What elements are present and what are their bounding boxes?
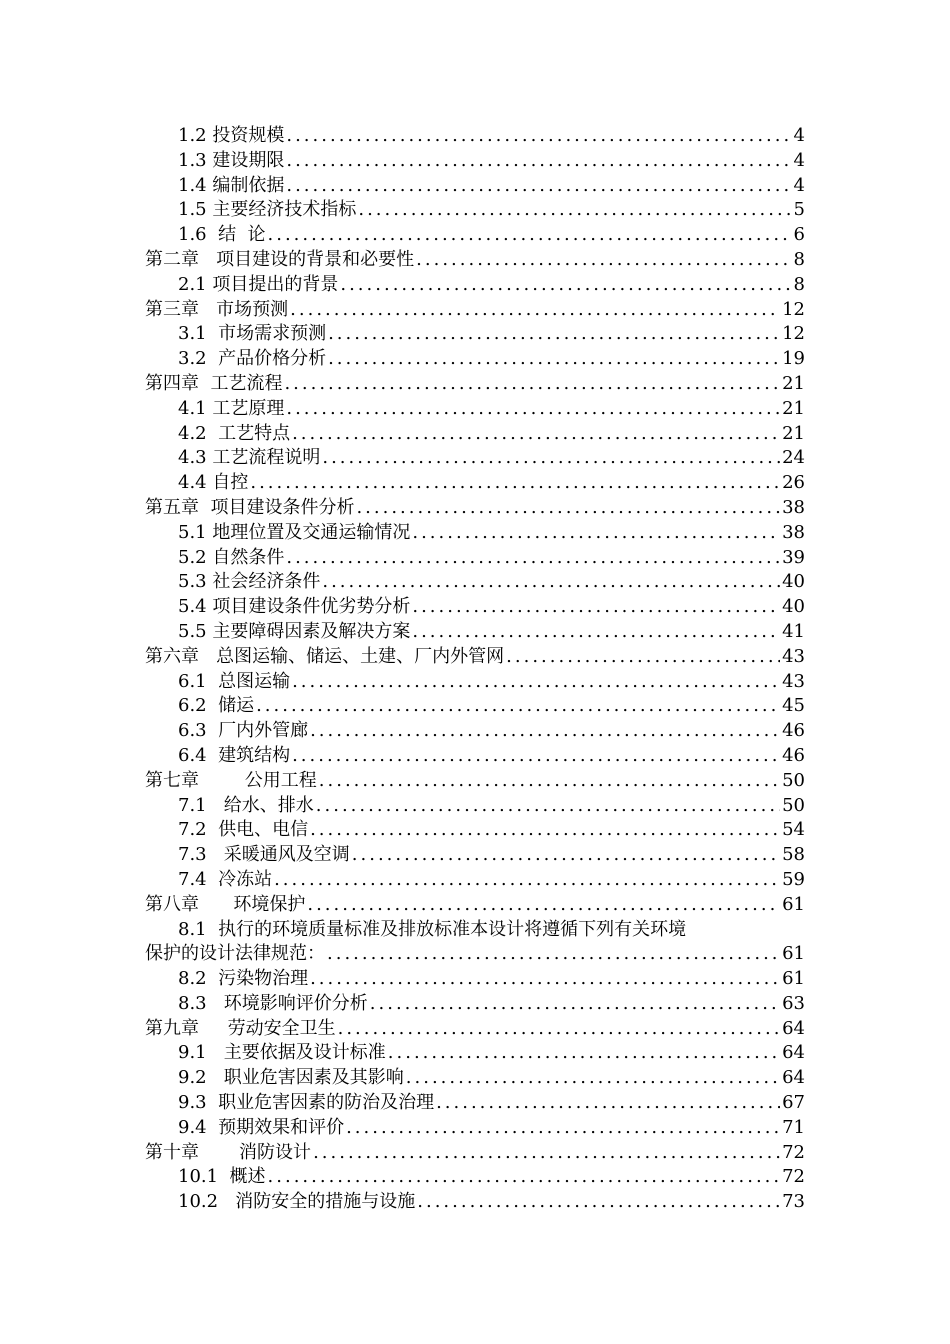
- toc-entry[interactable]: [145, 1116, 805, 1141]
- toc-page-number: 58: [782, 844, 805, 866]
- toc-entry[interactable]: [145, 1190, 805, 1215]
- toc-page-number: 26: [782, 472, 805, 494]
- toc-entry-title: 1.4 编制依据: [178, 174, 285, 196]
- toc-dot-leader: [310, 818, 780, 843]
- toc-entry-title: 1.2 投资规模: [178, 125, 285, 146]
- toc-entry-title: 5.4 项目建设条件优劣势分析: [178, 596, 411, 618]
- toc-entry[interactable]: [145, 1041, 805, 1066]
- toc-dot-leader: [327, 942, 780, 967]
- toc-dot-leader: [412, 595, 780, 620]
- table-of-contents: [145, 124, 805, 1215]
- toc-page-number: 43: [782, 645, 805, 667]
- toc-page-number: 12: [782, 323, 805, 345]
- toc-dot-leader: [286, 124, 791, 149]
- toc-page-number: 21: [782, 372, 805, 394]
- toc-entry[interactable]: [145, 471, 805, 496]
- toc-page-number: 73: [782, 1191, 805, 1213]
- toc-page-number: 19: [782, 348, 805, 370]
- toc-dot-leader: [268, 1165, 781, 1190]
- toc-page-number: 21: [782, 422, 805, 444]
- toc-entry-title: 9.1 主要依据及设计标准: [178, 1042, 386, 1064]
- toc-dot-leader: [292, 670, 780, 695]
- toc-entry-title: 第五章 项目建设条件分析: [145, 496, 355, 518]
- toc-page-number: 50: [782, 769, 805, 791]
- toc-entry-title: 4.2 工艺特点: [178, 422, 291, 444]
- toc-page-number: 8: [793, 273, 805, 295]
- toc-page-number: 38: [782, 521, 805, 543]
- toc-page-number: 64: [782, 1042, 805, 1064]
- toc-entry-title: 5.3 社会经济条件: [178, 571, 321, 593]
- toc-entry-title: 6.4 建筑结构: [178, 744, 291, 766]
- toc-entry-title: 7.4 冷冻站: [178, 868, 273, 890]
- toc-entry[interactable]: [145, 397, 805, 422]
- toc-dot-leader: [286, 174, 791, 199]
- toc-dot-leader: [406, 1066, 780, 1091]
- toc-dot-leader: [268, 223, 792, 248]
- toc-dot-leader: [340, 273, 791, 298]
- toc-dot-leader: [256, 694, 780, 719]
- toc-entry-title: 第四章 工艺流程: [145, 372, 283, 394]
- toc-page-number: 43: [782, 670, 805, 692]
- toc-dot-leader: [506, 645, 780, 670]
- toc-dot-leader: [338, 1017, 780, 1042]
- toc-dot-leader: [412, 620, 780, 645]
- toc-page-number: 61: [782, 893, 805, 915]
- toc-dot-leader: [417, 1190, 780, 1215]
- toc-entry[interactable]: [145, 942, 805, 967]
- toc-page-number: 72: [782, 1141, 805, 1163]
- toc-dot-leader: [322, 570, 780, 595]
- toc-chapter-entry[interactable]: [145, 893, 805, 918]
- toc-dot-leader: [313, 1141, 780, 1166]
- toc-entry[interactable]: [145, 1066, 805, 1091]
- toc-entry-title: 4.4 自控: [178, 472, 249, 494]
- toc-chapter-entry[interactable]: [145, 645, 805, 670]
- toc-dot-leader: [316, 794, 780, 819]
- toc-entry-title: 7.1 给水、排水: [178, 794, 314, 816]
- toc-entry-title: 3.1 市场需求预测: [178, 323, 327, 345]
- toc-dot-leader: [436, 1091, 780, 1116]
- toc-chapter-entry[interactable]: [145, 248, 805, 273]
- toc-entry-title: 第八章 环境保护: [145, 893, 306, 915]
- toc-page-number: 46: [782, 720, 805, 742]
- toc-page-number: 5: [793, 199, 805, 221]
- toc-entry-title: 8.3 环境影响评价分析: [178, 992, 368, 1014]
- toc-dot-leader: [328, 347, 780, 372]
- toc-page-number: 40: [782, 596, 805, 618]
- toc-entry[interactable]: [145, 595, 805, 620]
- toc-entry[interactable]: [145, 521, 805, 546]
- toc-dot-leader: [292, 422, 780, 447]
- toc-entry[interactable]: [145, 124, 805, 149]
- toc-entry[interactable]: [145, 744, 805, 769]
- toc-entry[interactable]: [145, 422, 805, 447]
- toc-dot-leader: [284, 372, 780, 397]
- toc-entry-title: 5.1 地理位置及交通运输情况: [178, 521, 411, 543]
- toc-dot-leader: [356, 496, 780, 521]
- toc-entry-title: 9.2 职业危害因素及其影响: [178, 1067, 404, 1089]
- toc-page-number: 4: [793, 149, 805, 171]
- toc-page-number: 46: [782, 744, 805, 766]
- toc-entry-title: 第三章 市场预测: [145, 298, 289, 320]
- toc-entry[interactable]: [145, 174, 805, 199]
- toc-entry[interactable]: [145, 273, 805, 298]
- toc-dot-leader: [290, 298, 780, 323]
- toc-entry-title: 9.3 职业危害因素的防治及治理: [178, 1092, 435, 1114]
- toc-dot-leader: [370, 992, 780, 1017]
- toc-entry-title: 第九章 劳动安全卫生: [145, 1017, 336, 1039]
- toc-page-number: 41: [782, 620, 805, 642]
- toc-entry[interactable]: [145, 620, 805, 645]
- toc-dot-leader: [319, 769, 780, 794]
- toc-page-number: 72: [782, 1166, 805, 1188]
- toc-page-number: 67: [782, 1092, 805, 1114]
- toc-dot-leader: [328, 322, 780, 347]
- toc-entry[interactable]: [145, 1091, 805, 1116]
- toc-chapter-entry[interactable]: [145, 298, 805, 323]
- toc-entry-title: 8.1 执行的环境质量标准及排放标准本设计将遵循下列有关环境: [178, 918, 687, 940]
- toc-dot-leader: [346, 1116, 780, 1141]
- toc-dot-leader: [322, 446, 780, 471]
- toc-dot-leader: [388, 1041, 780, 1066]
- toc-entry[interactable]: [145, 149, 805, 174]
- toc-chapter-entry[interactable]: [145, 769, 805, 794]
- toc-page-number: 39: [782, 546, 805, 568]
- toc-dot-leader: [310, 967, 780, 992]
- toc-dot-leader: [416, 248, 791, 273]
- toc-entry[interactable]: [145, 223, 805, 248]
- toc-page-number: 64: [782, 1067, 805, 1089]
- toc-entry-title: 5.5 主要障碍因素及解决方案: [178, 620, 411, 642]
- toc-dot-leader: [274, 868, 780, 893]
- toc-page-number: 61: [782, 968, 805, 990]
- toc-entry-title: 9.4 预期效果和评价: [178, 1116, 345, 1138]
- toc-entry[interactable]: [145, 198, 805, 223]
- toc-page-number: 61: [782, 943, 805, 965]
- toc-dot-leader: [286, 149, 791, 174]
- toc-entry-title: 5.2 自然条件: [178, 546, 285, 568]
- toc-entry[interactable]: [145, 546, 805, 571]
- toc-dot-leader: [307, 893, 780, 918]
- toc-entry-title: 4.3 工艺流程说明: [178, 447, 321, 469]
- toc-dot-leader: [292, 744, 780, 769]
- toc-dot-leader: [310, 719, 780, 744]
- toc-entry-title: 7.3 采暖通风及空调: [178, 844, 350, 866]
- toc-page-number: 64: [782, 1017, 805, 1039]
- toc-page-number: 6: [793, 224, 805, 246]
- toc-page-number: 21: [782, 397, 805, 419]
- toc-entry-title: 6.1 总图运输: [178, 670, 291, 692]
- toc-entry[interactable]: [145, 570, 805, 595]
- toc-dot-leader: [286, 546, 780, 571]
- toc-entry[interactable]: [145, 992, 805, 1017]
- toc-page-number: 63: [782, 992, 805, 1014]
- toc-page-number: 45: [782, 695, 805, 717]
- toc-page-number: 38: [782, 496, 805, 518]
- toc-page-number: 12: [782, 298, 805, 320]
- toc-entry[interactable]: [145, 670, 805, 695]
- toc-page-number: 71: [782, 1116, 805, 1138]
- toc-entry-title: 6.3 厂内外管廊: [178, 720, 309, 742]
- toc-entry[interactable]: [145, 918, 805, 943]
- toc-entry-title: 保护的设计法律规范：: [145, 943, 325, 965]
- toc-entry[interactable]: [145, 794, 805, 819]
- toc-entry[interactable]: [145, 868, 805, 893]
- toc-entry-title: 1.6 结 论: [178, 224, 266, 246]
- toc-entry[interactable]: [145, 694, 805, 719]
- toc-entry-title: 10.1 概述: [178, 1166, 266, 1188]
- toc-dot-leader: [286, 397, 780, 422]
- toc-entry-title: 4.1 工艺原理: [178, 397, 285, 419]
- toc-dot-leader: [250, 471, 780, 496]
- toc-chapter-entry[interactable]: [145, 1141, 805, 1166]
- toc-entry-title: 8.2 污染物治理: [178, 968, 309, 990]
- toc-entry-title: 1.3 建设期限: [178, 149, 285, 171]
- toc-entry[interactable]: [145, 446, 805, 471]
- toc-entry[interactable]: [145, 818, 805, 843]
- toc-entry-title: 第六章 总图运输、储运、土建、厂内外管网: [145, 645, 505, 667]
- toc-page-number: 24: [782, 447, 805, 469]
- toc-entry-title: 第七章 公用工程: [145, 769, 317, 791]
- toc-entry-title: 2.1 项目提出的背景: [178, 273, 339, 295]
- toc-entry[interactable]: [145, 843, 805, 868]
- toc-page-number: 50: [782, 794, 805, 816]
- toc-entry-title: 3.2 产品价格分析: [178, 348, 327, 370]
- toc-entry-title: 7.2 供电、电信: [178, 819, 309, 841]
- toc-page-number: 40: [782, 571, 805, 593]
- toc-chapter-entry[interactable]: [145, 1017, 805, 1042]
- toc-page-number: 4: [793, 174, 805, 196]
- toc-entry[interactable]: [145, 719, 805, 744]
- toc-entry-title: 10.2 消防安全的措施与设施: [178, 1191, 416, 1213]
- toc-chapter-entry[interactable]: [145, 372, 805, 397]
- toc-page-number: 4: [793, 125, 805, 146]
- toc-entry[interactable]: [145, 322, 805, 347]
- toc-page-number: 59: [782, 868, 805, 890]
- toc-entry-title: 1.5 主要经济技术指标: [178, 199, 357, 221]
- toc-dot-leader: [358, 198, 791, 223]
- toc-entry-title: 第二章 项目建设的背景和必要性: [145, 248, 415, 270]
- toc-entry-title: 第十章 消防设计: [145, 1141, 312, 1163]
- toc-dot-leader: [412, 521, 780, 546]
- toc-page-number: 8: [793, 248, 805, 270]
- toc-entry[interactable]: [145, 1165, 805, 1190]
- toc-entry[interactable]: [145, 967, 805, 992]
- toc-dot-leader: [352, 843, 780, 868]
- toc-entry[interactable]: [145, 347, 805, 372]
- toc-entry-title: 6.2 储运: [178, 695, 255, 717]
- toc-chapter-entry[interactable]: [145, 496, 805, 521]
- toc-page-number: 54: [782, 819, 805, 841]
